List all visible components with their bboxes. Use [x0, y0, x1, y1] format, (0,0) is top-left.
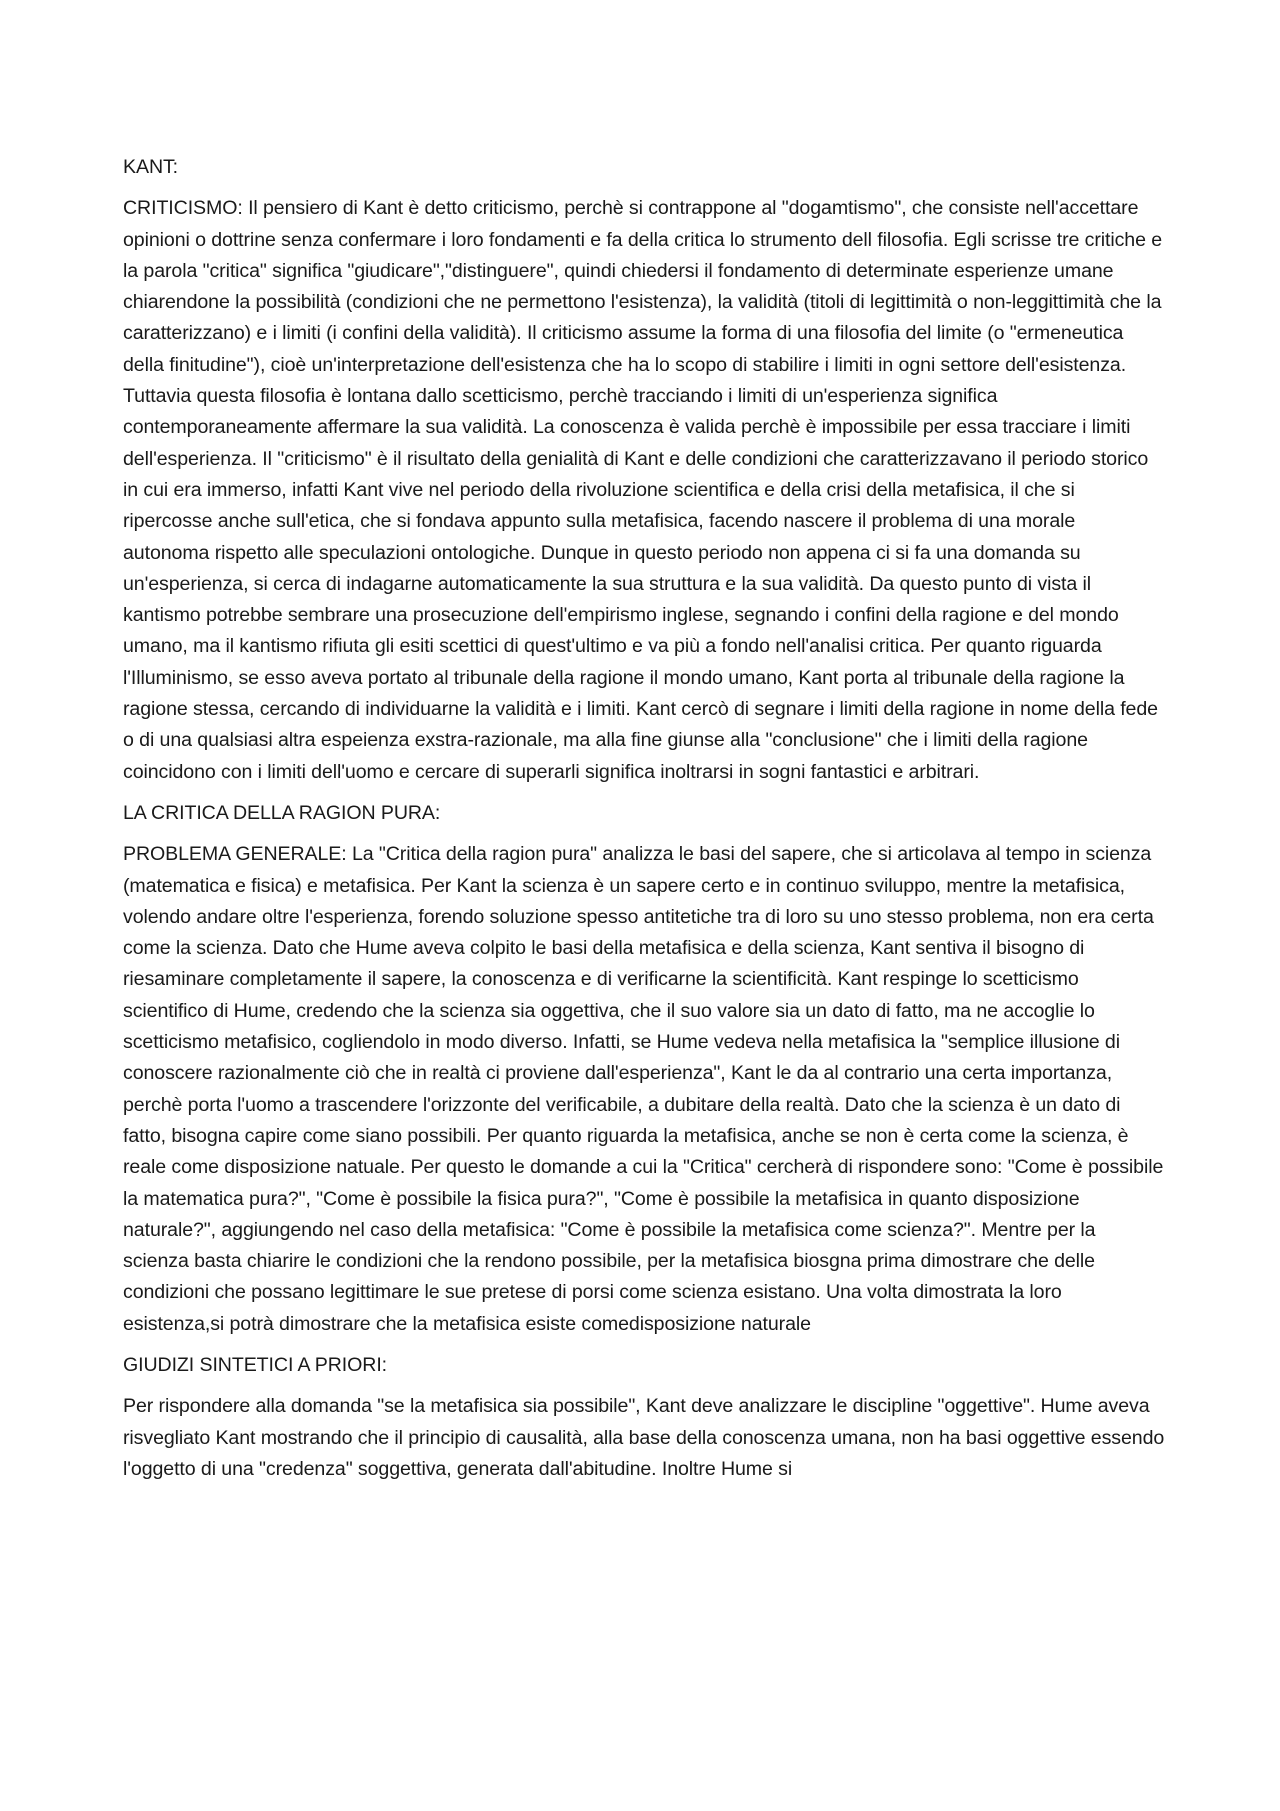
- heading-critica-ragion-pura: LA CRITICA DELLA RAGION PURA:: [123, 801, 441, 824]
- paragraph-problema-generale: PROBLEMA GENERALE: La "Critica della ragion pura" analizza le basi del sapere, che si articolava al tempo in scienza (matematica e fisica) e metafisica. Per Kant la scienza è un sapere certo e in continuo sviluppo, mentre la metafisica, volendo andare oltre l'esperienza, forendo soluzione spesso antitetiche tra di loro su uno stesso problema, non era certa come la scienza. Dato che Hume aveva colpito le basi della metafisica e della scienza, Kant sentiva il bisogno di riesaminare completamente il sapere, la conoscenza e di verificarne la scientificità. Kant respinge lo scetticismo scientifico di Hume, credendo che la scienza sia oggettiva, che il suo valore sia un dato di fatto, ma ne accoglie lo scetticismo metafisico, cogliendolo in modo diverso. Infatti, se Hume vedeva nella metafisica la "semplice illusione di conoscere razionalmente ciò che in realtà ci proviene dall'esperienza", Kant le da al contrario una certa importanza, perchè porta l'uomo a trascendere l'orizzonte del verificabile, a dubitare della realtà. Dato che la scienza è un dato di fatto, bisogna capire come siano possibili. Per quanto riguarda la metafisica, anche se non è certa come la scienza, è reale come disposizione natuale. Per questo le domande a cui la "Critica" cercherà di rispondere sono: "Come è possibile la matematica pura?", "Come è possibile la fisica pura?", "Come è possibile la metafisica in quanto disposizione naturale?", aggiungendo nel caso della metafisica: "Come è possibile la metafisica come scienza?". Mentre per la scienza basta chiarire le condizioni che la rendono possibile, per la metafisica biosgna prima dimostrare che delle condizioni che possano legittimare le sue pretese di porsi come scienza esistano. Una volta dimostrata la loro esistenza,si potrà dimostrare che la metafisica esiste comedisposizione naturale: [123, 843, 1164, 1335]
- heading-giudizi-sintetici: GIUDIZI SINTETICI A PRIORI:: [123, 1353, 388, 1376]
- document-body: [123, 152, 1165, 1495]
- paragraph-criticismo: CRITICISMO: Il pensiero di Kant è detto criticismo, perchè si contrappone al "dogamtismo", che consiste nell'accettare opinioni o dottrine senza confermare i loro fondamenti e fa della critica lo strumento dell filosofia. Egli scrisse tre critiche e la parola "critica" significa "giudicare","distinguere", quindi chiedersi il fondamento di determinate esperienze umane chiarendone la possibilità (condizioni che ne permettono l'esistenza), la validità (titoli di legittimità o non-leggittimità che la caratterizzano) e i limiti (i confini della validità). Il criticismo assume la forma di una filosofia del limite (o "ermeneutica della finitudine"), cioè un'interpretazione dell'esistenza che ha lo scopo di stabilire i limiti in ogni settore dell'esistenza. Tuttavia questa filosofia è lontana dallo scetticismo, perchè tracciando i limiti di un'esperienza significa contemporaneamente affermare la sua validità. La conoscenza è valida perchè è impossibile per essa tracciare i limiti dell'esperienza. Il "criticismo" è il risultato della genialità di Kant e delle condizioni che caratterizzavano il periodo storico in cui era immerso, infatti Kant vive nel periodo della rivoluzione scientifica e della crisi della metafisica, il che si ripercosse anche sull'etica, che si fondava appunto sulla metafisica, facendo nascere il problema di una morale autonoma rispetto alle speculazioni ontologiche. Dunque in questo periodo non appena ci si fa una domanda su un'esperienza, si cerca di indagarne automaticamente la sua struttura e la sua validità. Da questo punto di vista il kantismo potrebbe sembrare una prosecuzione dell'empirismo inglese, segnando i confini della ragione e del mondo umano, ma il kantismo rifiuta gli esiti scettici di quest'ultimo e va più a fondo nell'analisi critica. Per quanto riguarda l'Illuminismo, se esso aveva portato al tribunale della ragione il mondo umano, Kant porta al tribunale della ragione la ragione stessa, cercando di individuarne la validità e i limiti. Kant cercò di segnare i limiti della ragione in nome della fede o di una qualsiasi altra espeienza exstra-razionale, ma alla fine giunse alla "conclusione" che i limiti della ragione coincidono con i limiti dell'uomo e cercare di superarli significa inoltrarsi in sogni fantastici e arbitrari.: [123, 197, 1163, 783]
- paragraph-giudizi-sintetici: Per rispondere alla domanda "se la metafisica sia possibile", Kant deve analizzare le discipline "oggettive". Hume aveva risvegliato Kant mostrando che il principio di causalità, alla base della conoscenza umana, non ha basi oggettive essendo l'oggetto di una "credenza" soggettiva, generata dall'abitudine. Inoltre Hume si: [123, 1395, 1165, 1480]
- heading-kant: KANT:: [123, 156, 179, 178]
